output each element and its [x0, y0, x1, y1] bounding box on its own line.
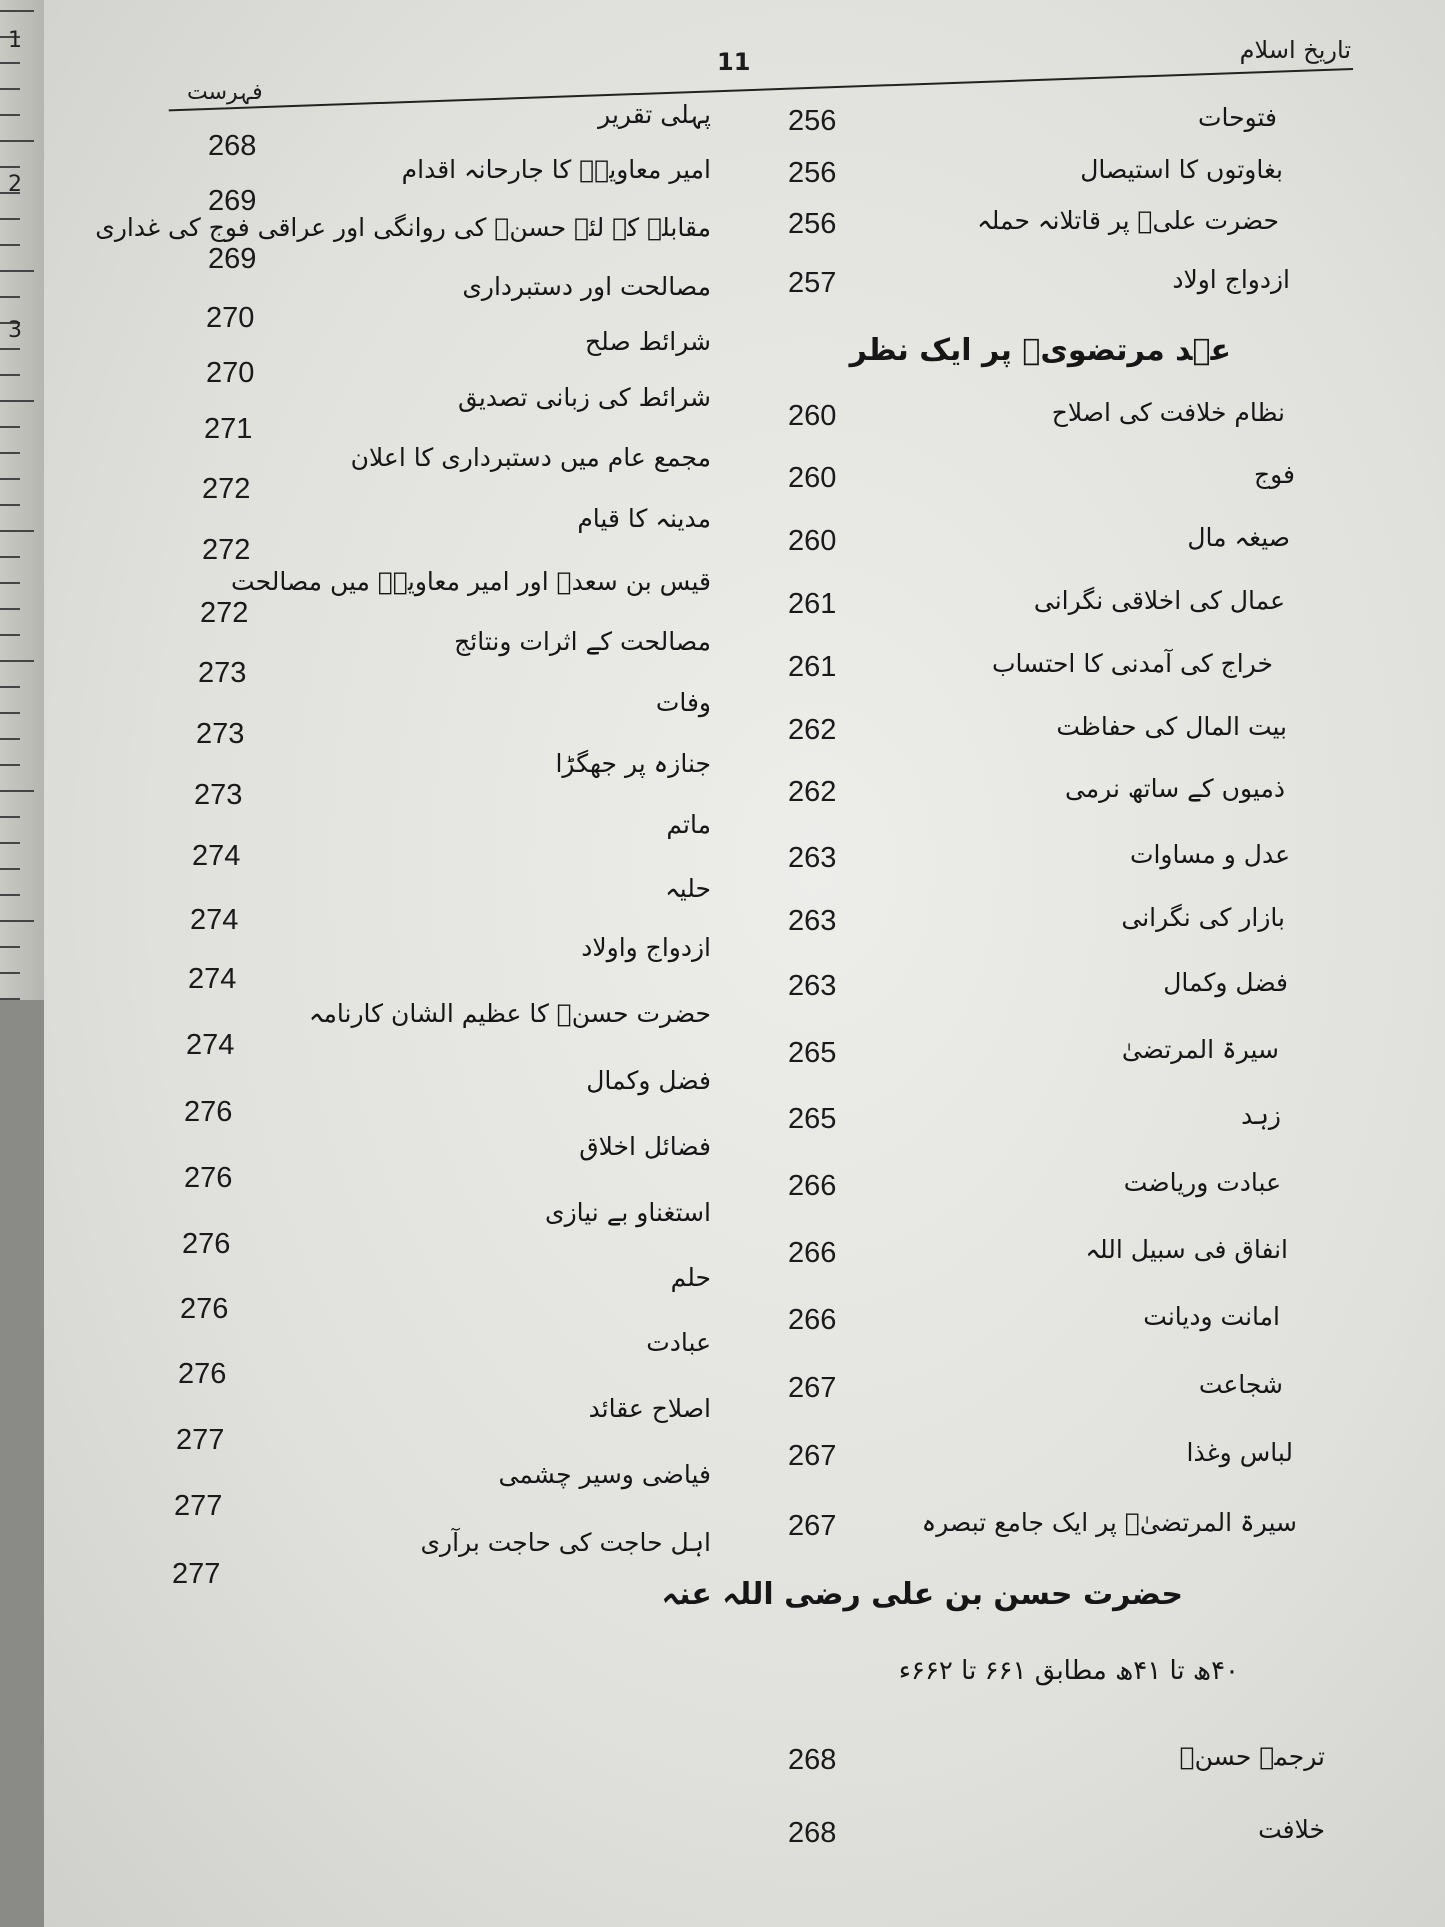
ruler-tick	[0, 998, 20, 1000]
right-entry-22-title: لباس وغذا	[1186, 1438, 1293, 1467]
ruler-tick	[0, 842, 20, 844]
right-entry-10-page: 261	[788, 651, 837, 683]
ruler-tick	[0, 10, 34, 12]
right-entry-14-page: 263	[788, 905, 837, 937]
right-entry-13-page: 263	[788, 842, 837, 874]
right-entry-2-title: بغاوتوں کا استیصال	[1080, 155, 1283, 184]
ruler-tick	[0, 660, 34, 662]
left-entry-17-page: 276	[184, 1096, 233, 1128]
right-entry-7-page: 260	[788, 462, 837, 494]
ruler-tick	[0, 426, 20, 428]
right-entry-11-title: بیت المال کی حفاظت	[1056, 712, 1287, 741]
left-entry-13-title: ماتم	[666, 810, 711, 839]
left-entry-14-title: حلیہ	[665, 874, 711, 903]
right-entry-15-title: فضل وکمال	[1163, 968, 1288, 997]
right-entry-8-page: 260	[788, 525, 837, 557]
left-entry-16-page: 274	[186, 1029, 235, 1061]
right-entry-27-title: خلافت	[1258, 1815, 1325, 1844]
left-entry-5-page: 270	[206, 357, 255, 389]
left-entry-13-page: 274	[192, 840, 241, 872]
right-entry-20-title: امانت ودیانت	[1143, 1302, 1280, 1331]
right-entry-3-title: حضرت علیؓ پر قاتلانہ حملہ	[977, 206, 1279, 235]
ruler-tick	[0, 816, 20, 818]
ruler-tick	[0, 62, 20, 64]
left-entry-2-page: 269	[208, 185, 257, 217]
left-entry-4-title: مصالحت اور دستبرداری	[462, 272, 711, 301]
right-entry-25-title: ۴۰ھ تا ۴۱ھ مطابق ۶۶۱ تا ۶۶۲ء	[898, 1656, 1239, 1686]
left-entry-9-page: 272	[200, 597, 249, 629]
left-entry-1-page: 268	[208, 130, 257, 162]
ruler-tick	[0, 530, 34, 532]
ruler-tick	[0, 894, 20, 896]
right-entry-18-page: 266	[788, 1170, 837, 1202]
left-entry-1-title: پہلی تقریر	[598, 100, 711, 129]
right-entry-5-title: عہد مرتضویؓ پر ایک نظر	[849, 333, 1231, 368]
left-entry-9-title: قیس بن سعدؓ اور امیر معاویہؓ میں مصالحت	[231, 567, 711, 596]
left-entry-18-page: 276	[184, 1162, 233, 1194]
left-entry-15-page: 274	[188, 963, 237, 995]
right-entry-6-page: 260	[788, 400, 837, 432]
right-entry-19-page: 266	[788, 1237, 837, 1269]
left-entry-22-page: 277	[176, 1424, 225, 1456]
right-entry-16-page: 265	[788, 1037, 837, 1069]
right-entry-17-page: 265	[788, 1103, 837, 1135]
ruler-tick	[0, 608, 20, 610]
right-entry-9-page: 261	[788, 588, 837, 620]
right-entry-7-title: فوج	[1253, 460, 1295, 489]
left-entry-6-title: شرائط کی زبانی تصدیق	[458, 383, 711, 412]
left-entry-17-title: فضل وکمال	[586, 1066, 711, 1095]
left-entry-22-title: اصلاح عقائد	[588, 1394, 711, 1423]
right-entry-3-page: 256	[788, 208, 837, 240]
ruler-tick	[0, 634, 20, 636]
left-entry-19-title: استغناو بے نیازی	[545, 1198, 711, 1227]
right-entry-6-title: نظام خلافت کی اصلاح	[1051, 398, 1285, 427]
ruler-tick	[0, 166, 20, 168]
right-entry-22-page: 267	[788, 1440, 837, 1472]
left-entry-20-page: 276	[180, 1293, 229, 1325]
ruler-tick	[0, 920, 34, 922]
left-entry-24-page: 277	[172, 1558, 221, 1590]
ruler-tick	[0, 738, 20, 740]
left-entry-6-page: 271	[204, 413, 253, 445]
left-entry-3-title: مقابلہ کے لئے حسنؓ کی روانگی اور عراقی فوج کی غداری	[95, 213, 711, 242]
ruler-tick	[0, 140, 34, 142]
left-entry-20-title: حلم	[670, 1263, 711, 1292]
ruler-tick	[0, 946, 20, 948]
right-entry-23-title: سیرۃ المرتضیٰؓ پر ایک جامع تبصرہ	[921, 1508, 1297, 1537]
left-entry-5-title: شرائط صلح	[585, 327, 711, 356]
left-entry-7-page: 272	[202, 473, 251, 505]
ruler-tick	[0, 348, 20, 350]
right-entry-26-title: ترجمہ حسنؓ	[1179, 1742, 1325, 1771]
ruler-tick	[0, 582, 20, 584]
right-entry-2-page: 256	[788, 157, 837, 189]
right-entry-27-page: 268	[788, 1817, 837, 1849]
section-label: فہرست	[187, 80, 263, 105]
left-entry-4-page: 270	[206, 302, 255, 334]
right-entry-12-page: 262	[788, 776, 837, 808]
ruler-tick	[0, 764, 20, 766]
left-entry-24-title: اہل حاجت کی حاجت برآری	[420, 1528, 711, 1557]
left-entry-19-page: 276	[182, 1228, 231, 1260]
right-entry-23-page: 267	[788, 1510, 837, 1542]
left-entry-12-page: 273	[194, 779, 243, 811]
ruler-label: 2	[8, 172, 22, 197]
left-entry-7-title: مجمع عام میں دستبرداری کا اعلان	[350, 443, 711, 472]
left-entry-11-title: وفات	[655, 688, 711, 717]
left-entry-10-page: 273	[198, 657, 247, 689]
book-title: تاریخ اسلام	[1239, 36, 1351, 64]
ruler-tick	[0, 88, 20, 90]
left-entry-21-page: 276	[178, 1358, 227, 1390]
right-entry-1-title: فتوحات	[1197, 103, 1277, 132]
right-entry-15-page: 263	[788, 970, 837, 1002]
right-entry-16-title: سیرۃ المرتضیٰ	[1121, 1035, 1279, 1064]
ruler-tick	[0, 114, 20, 116]
right-entry-8-title: صیغہ مال	[1187, 523, 1290, 552]
right-entry-13-title: عدل و مساوات	[1129, 840, 1290, 869]
ruler-tick	[0, 868, 20, 870]
header-rule	[169, 68, 1353, 111]
right-entry-1-page: 256	[788, 105, 837, 137]
right-entry-21-title: شجاعت	[1198, 1370, 1283, 1399]
right-entry-26-page: 268	[788, 1744, 837, 1776]
ruler-label: 1	[8, 28, 22, 53]
ruler-tick	[0, 374, 20, 376]
ruler-tick	[0, 218, 20, 220]
ruler-tick	[0, 244, 20, 246]
ruler-tick	[0, 686, 20, 688]
ruler-tick	[0, 712, 20, 714]
right-entry-14-title: بازار کی نگرانی	[1121, 903, 1285, 932]
left-entry-15-title: ازدواج واولاد	[581, 933, 711, 962]
ruler-tick	[0, 452, 20, 454]
left-entry-18-title: فضائل اخلاق	[579, 1132, 711, 1161]
right-entry-10-title: خراج کی آمدنی کا احتساب	[991, 649, 1273, 678]
right-entry-9-title: عمال کی اخلاقی نگرانی	[1033, 586, 1285, 615]
left-entry-3-page: 269	[208, 243, 257, 275]
right-entry-19-title: انفاق فی سبیل اللہ	[1085, 1235, 1288, 1264]
ruler-tick	[0, 270, 34, 272]
ruler-tick	[0, 504, 20, 506]
right-entry-12-title: ذمیوں کے ساتھ نرمی	[1064, 774, 1285, 803]
right-entry-4-page: 257	[788, 267, 837, 299]
ruler-tick	[0, 790, 34, 792]
right-entry-11-page: 262	[788, 714, 837, 746]
right-entry-17-title: زہد	[1241, 1101, 1281, 1130]
right-entry-24-title: حضرت حسن بن علی رضی اللہ عنہ	[661, 1577, 1183, 1612]
right-entry-20-page: 266	[788, 1304, 837, 1336]
left-entry-8-title: مدینہ کا قیام	[577, 504, 711, 533]
left-entry-8-page: 272	[202, 534, 251, 566]
left-entry-23-title: فیاضی وسیر چشمی	[498, 1460, 711, 1489]
left-entry-10-title: مصالحت کے اثرات ونتائج	[454, 627, 711, 656]
right-entry-21-page: 267	[788, 1372, 837, 1404]
left-entry-12-title: جنازہ پر جھگڑا	[555, 749, 711, 778]
left-entry-2-title: امیر معاویہؓ کا جارحانہ اقدام	[401, 155, 711, 184]
left-entry-21-title: عبادت	[646, 1328, 711, 1357]
left-entry-23-page: 277	[174, 1490, 223, 1522]
right-entry-18-title: عبادت وریاضت	[1123, 1168, 1281, 1197]
book-page	[44, 0, 1445, 1927]
page-number: 11	[717, 48, 751, 76]
ruler-label: 3	[8, 318, 22, 343]
ruler-tick	[0, 296, 20, 298]
left-entry-11-page: 273	[196, 718, 245, 750]
left-entry-16-title: حضرت حسنؓ کا عظیم الشان کارنامہ	[308, 999, 711, 1028]
left-entry-14-page: 274	[190, 904, 239, 936]
ruler-tick	[0, 972, 20, 974]
right-entry-4-title: ازدواج اولاد	[1172, 265, 1290, 294]
ruler-tick	[0, 556, 20, 558]
ruler-tick	[0, 400, 34, 402]
ruler-tick	[0, 478, 20, 480]
